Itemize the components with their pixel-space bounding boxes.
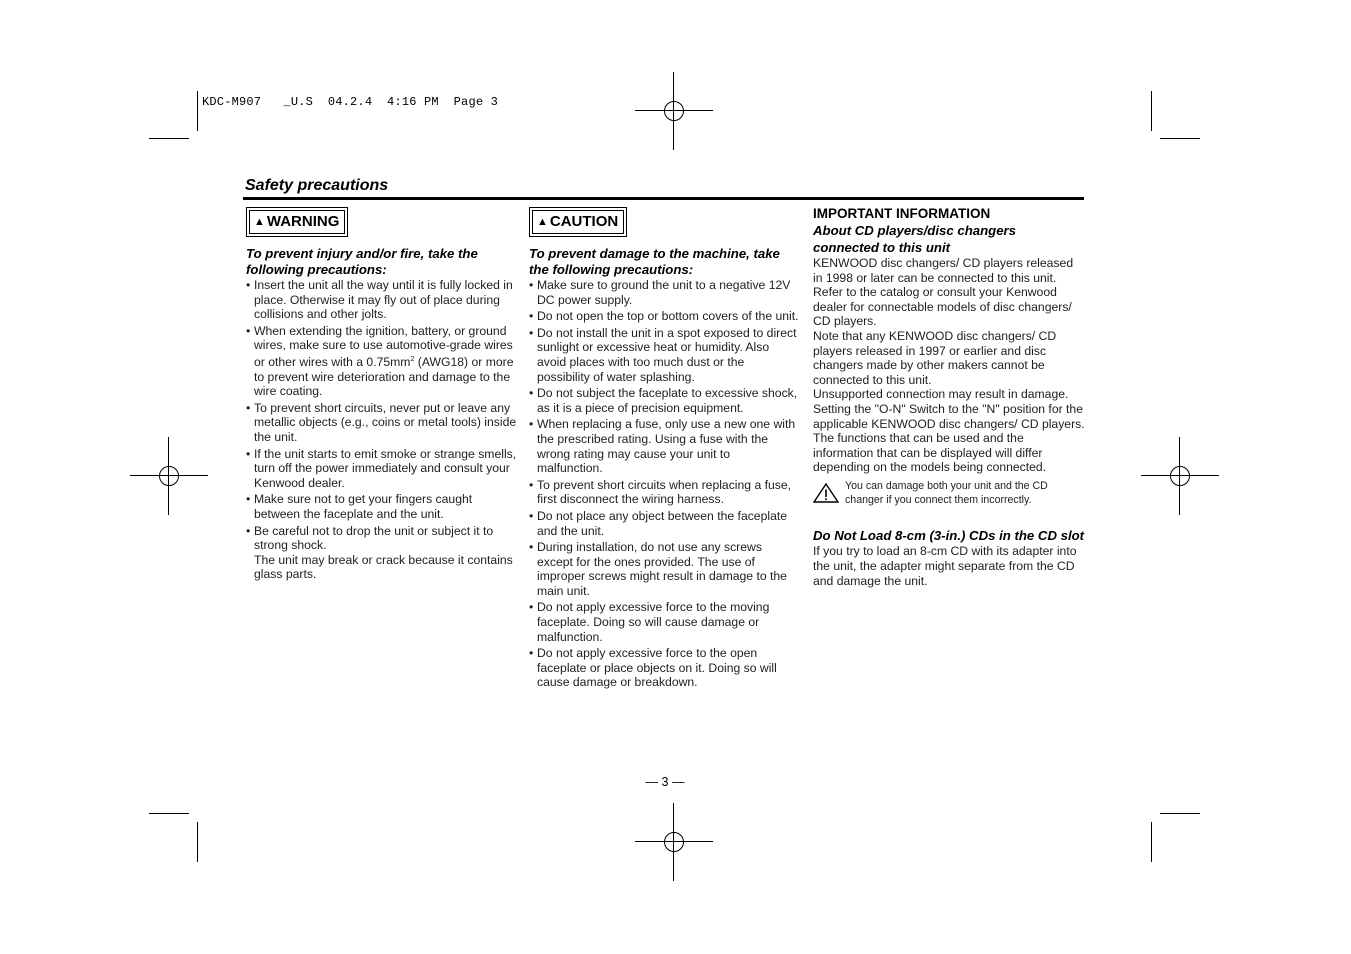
superscript: 2 xyxy=(410,355,415,363)
registration-mark-right xyxy=(1141,437,1219,515)
caution-column xyxy=(529,206,799,692)
list-item: • Insert the unit all the way until it is fully locked in place. Otherwise it may fly out of place during collisions and other jolts. xyxy=(246,278,513,322)
list-item: • Do not subject the faceplate to excessive shock, as it is a piece of precision equipment. xyxy=(529,386,798,415)
info-column xyxy=(813,206,1085,588)
page-title: Safety precautions xyxy=(245,177,389,194)
list-item: • During installation, do not use any screws except for the ones provided. The use of improper screws might result in damage to the main unit. xyxy=(529,540,787,598)
warning-subhead: To prevent injury and/or fire, take the following precautions: xyxy=(246,246,478,277)
registration-mark-left xyxy=(130,437,208,515)
cd-slot-paragraph: If you try to load an 8-cm CD with its adapter into the unit, the adapter might separate from the CD and damage the unit. xyxy=(813,544,1077,588)
caution-subhead: To prevent damage to the machine, take the following precautions: xyxy=(529,246,780,277)
cd-slot-subhead: Do Not Load 8-cm (3-in.) CDs in the CD slot xyxy=(813,528,1085,544)
list-item: • When extending the ignition, battery, or ground wires, make sure to use automotive-grade wires or other wires with a $0.75mm^2$ (AWG18) or more to prevent wire deterioration and damage to the wire coating. xyxy=(246,323,514,399)
crop-mark xyxy=(1160,138,1200,139)
list-item: • Do not install the unit in a spot exposed to direct sunlight or excessive heat or humidity. Also avoid places with too much dust or the possibility of water splashing. xyxy=(529,325,797,384)
crop-mark xyxy=(149,138,189,139)
warning-triangle-icon: ▲ xyxy=(254,216,265,228)
crop-mark xyxy=(1160,813,1200,814)
info-paragraph: Note that any KENWOOD disc changers/ CD players released in 1997 or earlier and disc changers made by other makers cannot be connected to this unit. xyxy=(813,328,1057,387)
caution-list xyxy=(529,278,799,690)
warning-list xyxy=(246,278,518,582)
crop-mark xyxy=(1151,91,1152,131)
list-item: • If the unit starts to emit smoke or strange smells, turn off the power immediately and consult your Kenwood dealer. xyxy=(246,446,517,490)
list-item: • Make sure to ground the unit to a negative 12V DC power supply. xyxy=(529,278,791,307)
warning-label: ▲ WARNING xyxy=(249,210,345,234)
title-rule xyxy=(243,197,1084,200)
warning-triangle-icon: ▲ xyxy=(537,216,548,228)
list-item: • Make sure not to get your fingers caught between the faceplate and the unit. xyxy=(246,492,473,521)
page-number: — 3 — xyxy=(645,775,685,789)
crop-mark xyxy=(197,91,198,131)
registration-mark-top xyxy=(635,72,713,150)
info-paragraph: The functions that can be used and the information that can be displayed will differ depending on the models being connected. xyxy=(813,431,1047,475)
list-item: • Do not place any object between the faceplate and the unit. xyxy=(529,508,788,538)
crop-mark xyxy=(197,822,198,862)
warning-column xyxy=(246,206,518,584)
print-slug-line: KDC-M907 _U.S 04.2.4 4:16 PM Page 3 xyxy=(202,95,499,109)
info-paragraph: Setting the "O-N" Switch to the "N" position for the applicable KENWOOD disc changers/ CD players. xyxy=(813,401,1085,431)
registration-mark-bottom xyxy=(635,803,713,881)
list-item: • To prevent short circuits when replacing a fuse, first disconnect the wiring harness. xyxy=(529,477,792,507)
list-item: • Be careful not to drop the unit or subject it to strong shock. The unit may break or crack because it contains glass parts. xyxy=(246,523,513,582)
info-paragraph: Refer to the catalog or consult your Kenwood dealer for connectable models of disc changers/ CD players. xyxy=(813,285,1072,329)
info-paragraph: Unsupported connection may result in damage. xyxy=(813,387,1069,402)
caution-label: ▲ CAUTION xyxy=(532,210,624,234)
warning-triangle-icon xyxy=(813,483,839,503)
connection-warning-note: You can damage both your unit and the CD changer if you connect them incorrectly. xyxy=(813,479,1085,507)
crop-mark xyxy=(1151,822,1152,862)
crop-mark xyxy=(149,813,189,814)
list-item: • To prevent short circuits, never put or leave any metallic objects (e.g., coins or metal tools) inside the unit. xyxy=(246,400,517,444)
info-subhead: About CD players/disc changers connected to this unit xyxy=(813,223,1016,255)
list-item: • Do not open the top or bottom covers of the unit. xyxy=(529,309,799,324)
list-item: • Do not apply excessive force to the moving faceplate. Doing so will cause damage or malfunction. xyxy=(529,600,770,644)
info-heading: IMPORTANT INFORMATION xyxy=(813,206,991,221)
list-item: • Do not apply excessive force to the open faceplate or place objects on it. Doing so will cause damage or breakdown. xyxy=(529,646,777,690)
list-item: • When replacing a fuse, only use a new one with the prescribed rating. Using a fuse with the wrong rating may cause your unit to malfunction. xyxy=(529,417,796,476)
info-paragraph: KENWOOD disc changers/ CD players released in 1998 or later can be connected to this unit. xyxy=(813,256,1074,285)
